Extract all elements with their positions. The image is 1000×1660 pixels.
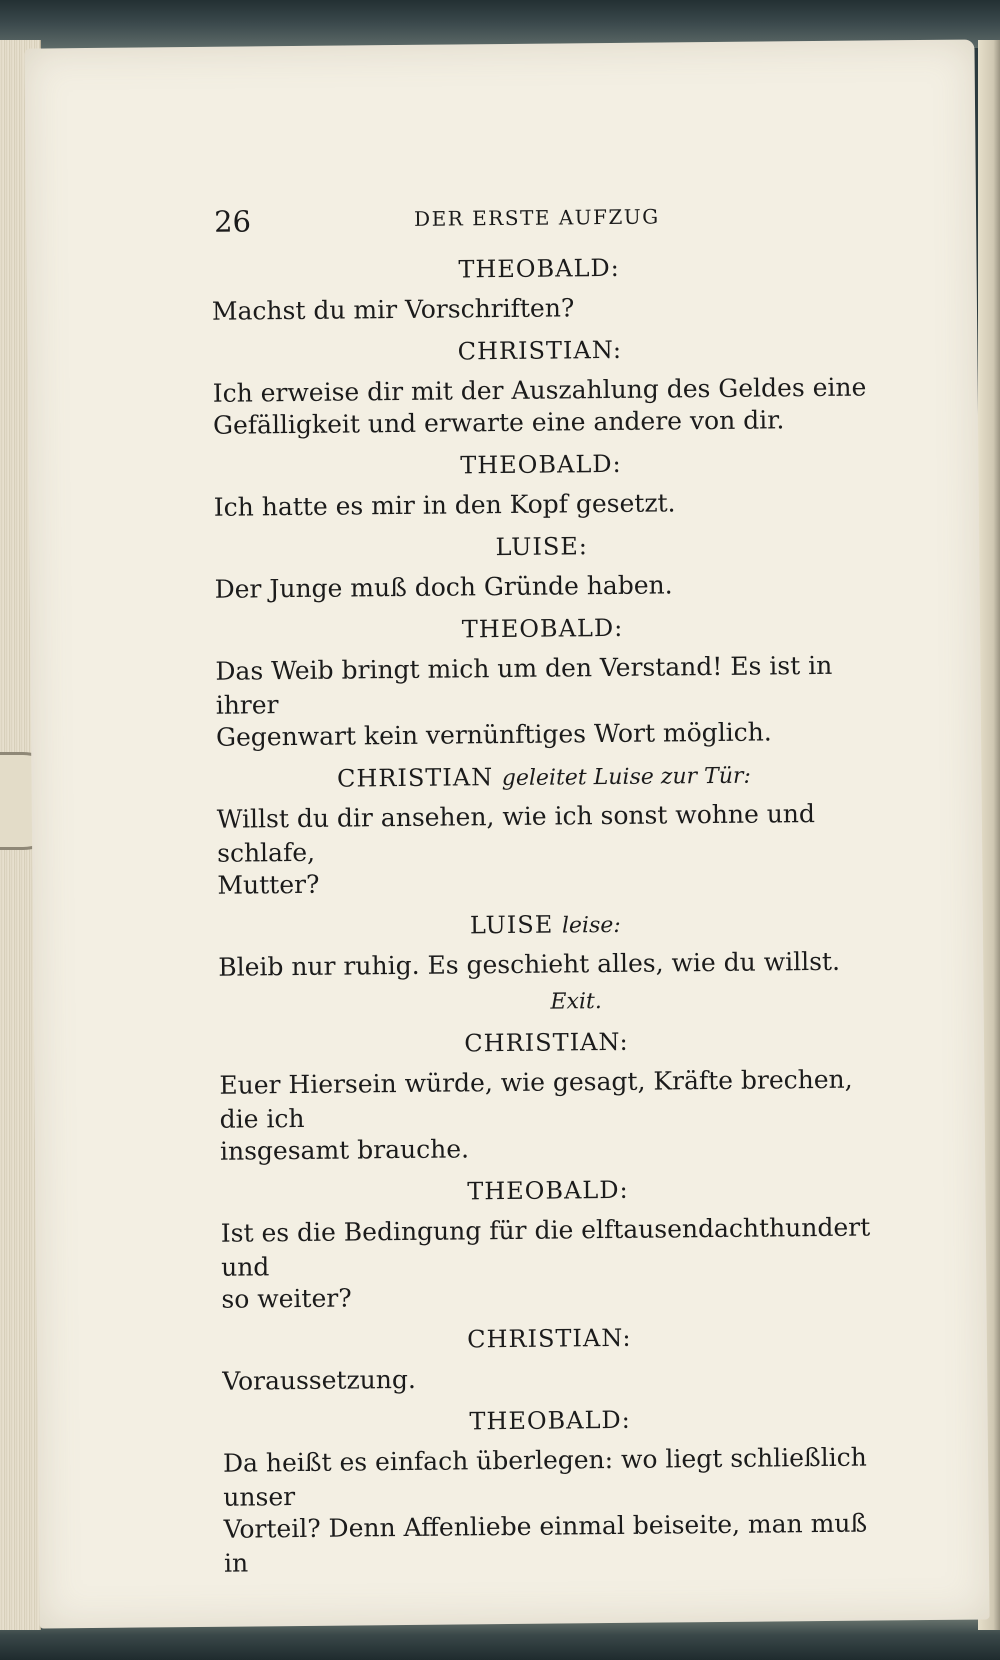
speaker-name: THEOBALD: [458,253,620,284]
dialogue-block [222,1400,879,1580]
stage-direction: geleitet Luise zur Tür: [501,763,751,792]
dialogue-block [213,445,869,525]
dialogue-line: Da heißt es einfach überlegen: wo liegt schließlich unser [222,1442,867,1512]
dialogue-text [211,241,879,1587]
book-page [24,39,989,1628]
dialogue-line: Willst du dir ansehen, wie ich sonst wohne und schlafe, [216,799,816,868]
dialogue-line: insgesamt brauche. [219,1134,470,1166]
dialogue-block [212,331,868,443]
dialogue-block [214,527,870,607]
speaker-name: CHRISTIAN geleitet Luise zur Tür: [336,763,751,793]
dialogue-line: Gegenwart kein vernünftiges Wort möglich. [215,717,772,752]
dialogue-line: so weiter? [221,1283,352,1314]
dialogue-line: Ist es die Bedingung für die elftausendachthundert und [220,1212,871,1282]
speaker-name: CHRISTIAN: [457,335,623,366]
dialogue-block [215,609,871,755]
dialogue-line: Euer Hiersein würde, wie gesagt, Kräfte brechen, die ich [219,1064,853,1134]
dialogue-block [216,756,872,902]
dialogue-line: Mutter? [217,869,320,900]
dialogue-block [218,904,874,1020]
speaker-name: THEOBALD: [469,1405,631,1436]
speaker-name: THEOBALD: [460,449,622,480]
dialogue-line: Vorteil? Denn Affenliebe einmal beiseite, man muß in [223,1508,868,1578]
speaker-name: LUISE: [495,532,589,562]
speaker-name: CHRISTIAN: [464,1027,629,1058]
section-title: DER ERSTE AUFZUG [413,204,660,231]
dialogue-block [219,1022,875,1168]
dialogue-block [211,249,867,329]
dialogue-line: Ich hatte es mir in den Kopf gesetzt. [213,488,676,522]
dialogue-line: Voraussetzung. [222,1364,416,1396]
dialogue-line: Ich erweise dir mit der Auszahlung des Geldes eine [212,372,867,408]
dialogue-line: Bleib nur ruhig. Es geschieht alles, wie du willst. [218,946,841,982]
stage-direction: leise: [561,912,621,939]
dialogue-line: Das Weib bringt mich um den Verstand! Es ist in ihrer [215,650,833,720]
stage-exit: Exit. [550,989,602,1015]
running-head [214,199,834,245]
dialogue-line: Der Junge muß doch Gründe haben. [214,570,673,604]
dialogue-line: Machst du mir Vorschriften? [211,293,575,326]
speaker-name: THEOBALD: [461,613,624,644]
speaker-name: LUISE leise: [469,910,621,940]
dialogue-line: Gefälligkeit und erwarte eine andere von dir. [212,405,785,440]
dialogue-block [220,1170,876,1316]
dialogue-block [222,1318,878,1398]
page-number: 26 [213,204,252,239]
speaker-name: CHRISTIAN: [467,1323,632,1354]
speaker-name: THEOBALD: [467,1175,629,1206]
